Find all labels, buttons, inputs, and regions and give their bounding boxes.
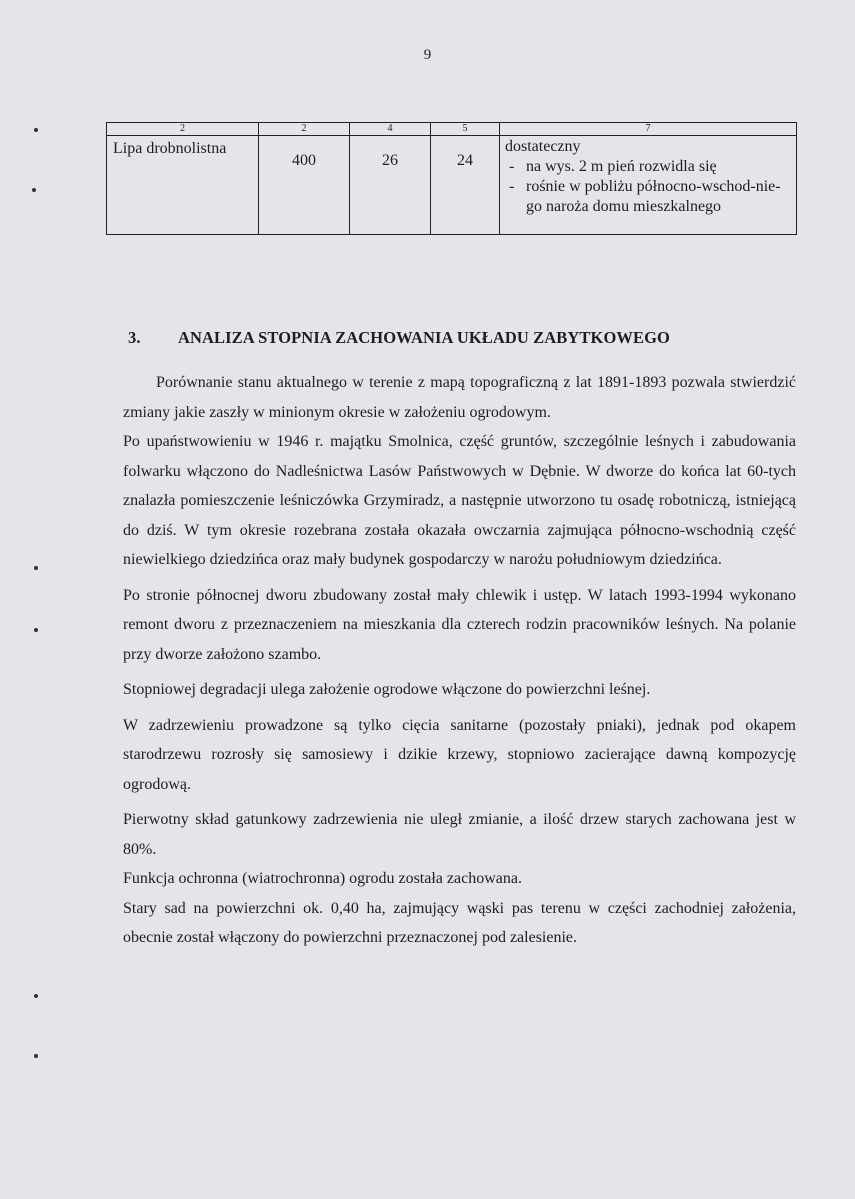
binding-hole-mark	[34, 628, 38, 632]
table-header-cell: 4	[350, 123, 431, 136]
description-list	[505, 157, 792, 217]
binding-hole-mark	[34, 128, 38, 132]
table-header-cell: 7	[500, 123, 797, 136]
paragraph: Stary sad na powierzchni ok. 0,40 ha, zajmujący wąski pas terenu w części zachodniej założenia, obecnie został włączony do powierzchni przeznaczonej pod zalesienie.	[123, 899, 796, 946]
binding-hole-mark	[34, 1054, 38, 1058]
condition-label: dostateczny	[505, 138, 581, 155]
description-item	[505, 157, 792, 177]
binding-hole-mark	[34, 566, 38, 570]
species-cell: Lipa drobnolistna	[107, 136, 259, 235]
table-header-cell: 2	[107, 123, 259, 136]
table-row	[107, 136, 797, 235]
paragraph: Pierwotny skład gatunkowy zadrzewienia nie uległ zmianie, a ilość drzew starych zachowana jest w 80%.	[123, 811, 796, 858]
section-number: 3.	[128, 328, 141, 347]
paragraph: W zadrzewieniu prowadzone są tylko cięcia sanitarne (pozostały pniaki), jednak pod okapem starodrzewu rozrosły się samosiewy i dzikie krzewy, stopniowo zacierające dawną kompozycję ogrodową.	[123, 716, 796, 793]
table-header-cell: 5	[431, 123, 500, 136]
paragraph: Stopniowej degradacji ulega założenie ogrodowe włączone do powierzchni leśnej.	[123, 681, 651, 698]
dash-marker: -	[509, 178, 515, 195]
table-header-row	[107, 123, 797, 136]
binding-hole-mark	[32, 188, 36, 192]
section-title: ANALIZA STOPNIA ZACHOWANIA UKŁADU ZABYTKOWEGO	[178, 328, 670, 347]
section-heading	[128, 328, 670, 348]
paragraph: Porównanie stanu aktualnego w terenie z mapą topograficzną z lat 1891-1893 pozwala stwierdzić zmiany jakie zaszły w minionym okresie w założeniu ogrodowym.	[123, 374, 796, 421]
value-cell-col5: 24	[431, 136, 500, 235]
binding-hole-mark	[34, 994, 38, 998]
description-item-text: rośnie w pobliżu północno-wschod-nie-go naroża domu mieszkalnego	[526, 178, 781, 215]
description-item-text: na wys. 2 m pień rozwidla się	[526, 158, 717, 175]
paragraph: Po stronie północnej dworu zbudowany został mały chlewik i ustęp. W latach 1993-1994 wykonano remont dworu z przeznaczeniem na mieszkania dla czterech rodzin pracowników leśnych. Na polanie przy dworze założono szambo.	[123, 586, 796, 663]
description-cell	[500, 136, 797, 235]
value-cell-col2: 400	[259, 136, 350, 235]
paragraph: Funkcja ochronna (wiatrochronna) ogrodu została zachowana.	[123, 870, 522, 887]
dash-marker: -	[509, 158, 515, 175]
tree-inventory-table	[106, 122, 797, 235]
page-number: 9	[423, 47, 432, 63]
paragraph: Po upaństwowieniu w 1946 r. majątku Smolnica, część gruntów, szczególnie leśnych i zabudowania folwarku włączono do Nadleśnictwa Lasów Państwowych w Dębnie. W dworze do końca lat 60-tych znalazła pomieszczenie leśniczówka Grzymiradz, a następnie utworzono tu osadę robotniczą, istniejącą do dziś. W tym okresie rozebrana została okazała owczarnia zajmująca północno-wschodnią część niewielkiego dziedzińca oraz mały budynek gospodarczy w narożu południowym dziedzińca.	[123, 433, 796, 568]
body-text	[123, 368, 796, 953]
value-cell-col4: 26	[350, 136, 431, 235]
description-item	[505, 177, 792, 217]
table-header-cell: 2	[259, 123, 350, 136]
